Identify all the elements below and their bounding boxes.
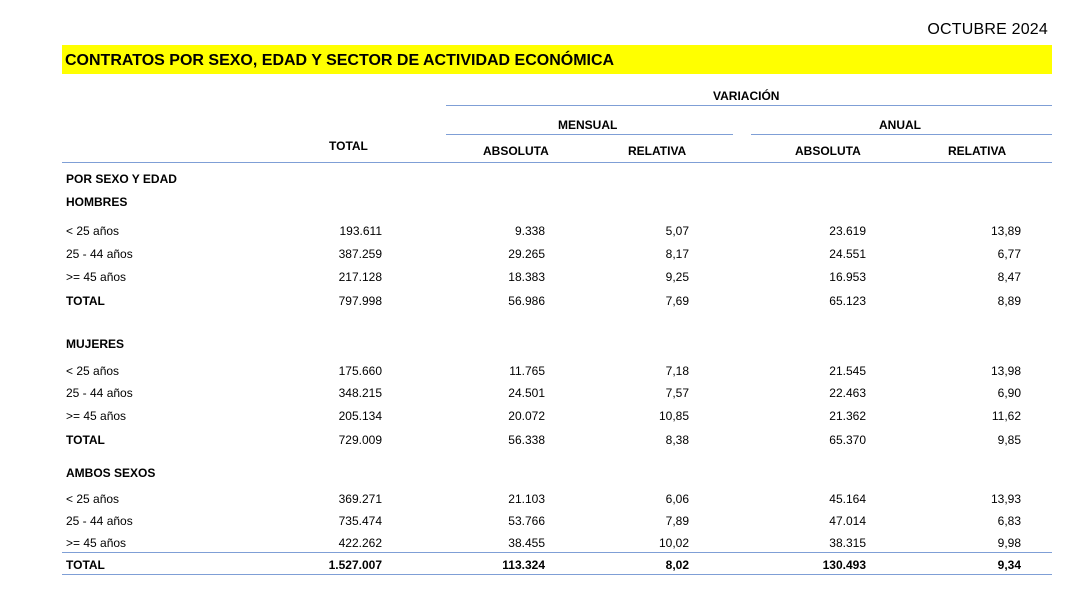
cell-mensual-relativa: 10,02 xyxy=(658,536,689,550)
header-total: TOTAL xyxy=(329,139,368,153)
cell-anual-relativa: 11,62 xyxy=(991,409,1021,423)
cell-anual-absoluta: 45.164 xyxy=(829,492,866,506)
header-anual-relativa: RELATIVA xyxy=(948,144,1007,158)
row-total-label: TOTAL xyxy=(66,433,105,447)
section-title: POR SEXO Y EDAD xyxy=(66,172,177,186)
row-label: < 25 años xyxy=(66,364,120,378)
cell-anual-relativa: 9,85 xyxy=(997,433,1021,447)
cell-anual-relativa: 8,47 xyxy=(997,270,1021,284)
rule-grand-total-bottom xyxy=(62,574,1052,575)
cell-total: 735.474 xyxy=(338,514,382,528)
cell-total: 387.259 xyxy=(338,247,382,261)
cell-total: 422.262 xyxy=(338,536,382,550)
cell-anual-relativa: 13,93 xyxy=(990,492,1021,506)
cell-mensual-absoluta: 18.383 xyxy=(508,270,545,284)
cell-total: 348.215 xyxy=(338,386,382,400)
group-title: AMBOS SEXOS xyxy=(66,466,156,480)
row-total-label: TOTAL xyxy=(66,294,105,308)
cell-total: 729.009 xyxy=(338,433,382,447)
cell-mensual-absoluta: 9.338 xyxy=(514,224,545,238)
cell-anual-relativa: 6,90 xyxy=(997,386,1021,400)
row-label: < 25 años xyxy=(66,224,120,238)
cell-mensual-relativa: 7,57 xyxy=(665,386,689,400)
row-total-label: TOTAL xyxy=(66,558,105,572)
header-mensual: MENSUAL xyxy=(558,118,618,132)
cell-anual-absoluta: 23.619 xyxy=(829,224,866,238)
cell-mensual-relativa: 8,17 xyxy=(665,247,689,261)
cell-anual-absoluta: 24.551 xyxy=(829,247,866,261)
cell-anual-relativa: 13,89 xyxy=(990,224,1021,238)
cell-mensual-absoluta: 38.455 xyxy=(508,536,545,550)
header-mensual-relativa: RELATIVA xyxy=(628,144,687,158)
rule-anual xyxy=(751,134,1052,135)
cell-mensual-absoluta: 24.501 xyxy=(508,386,545,400)
cell-mensual-absoluta: 29.265 xyxy=(508,247,545,261)
cell-anual-relativa: 6,83 xyxy=(997,514,1021,528)
cell-mensual-relativa: 7,69 xyxy=(665,294,689,308)
cell-mensual-absoluta: 53.766 xyxy=(508,514,545,528)
report-date: OCTUBRE 2024 xyxy=(927,21,1048,38)
cell-mensual-absoluta: 20.072 xyxy=(508,409,545,423)
cell-total: 1.527.007 xyxy=(328,558,382,572)
cell-mensual-absoluta: 56.338 xyxy=(508,433,545,447)
cell-total: 797.998 xyxy=(338,294,382,308)
cell-mensual-absoluta: 56.986 xyxy=(508,294,545,308)
cell-mensual-absoluta: 11.765 xyxy=(509,364,545,378)
group-title: MUJERES xyxy=(66,337,125,351)
cell-anual-absoluta: 47.014 xyxy=(829,514,866,528)
group-title: HOMBRES xyxy=(66,195,128,209)
cell-mensual-relativa: 7,89 xyxy=(665,514,689,528)
cell-mensual-absoluta: 113.324 xyxy=(502,558,545,572)
row-label: 25 - 44 años xyxy=(66,247,133,261)
header-anual-absoluta: ABSOLUTA xyxy=(795,144,861,158)
cell-mensual-relativa: 9,25 xyxy=(665,270,689,284)
cell-anual-absoluta: 21.545 xyxy=(829,364,866,378)
cell-anual-relativa: 9,34 xyxy=(997,558,1021,572)
cell-mensual-relativa: 7,18 xyxy=(665,364,689,378)
rule-variacion xyxy=(446,105,1052,106)
header-mensual-absoluta: ABSOLUTA xyxy=(483,144,549,158)
cell-anual-relativa: 9,98 xyxy=(997,536,1021,550)
report-title: CONTRATOS POR SEXO, EDAD Y SECTOR DE ACTIVIDAD ECONÓMICA xyxy=(62,45,1052,74)
cell-total: 205.134 xyxy=(338,409,382,423)
header-anual: ANUAL xyxy=(879,118,921,132)
cell-anual-absoluta: 21.362 xyxy=(829,409,866,423)
cell-total: 175.660 xyxy=(338,364,382,378)
rule-header-bottom xyxy=(62,162,1052,163)
cell-mensual-relativa: 8,38 xyxy=(665,433,689,447)
cell-anual-absoluta: 38.315 xyxy=(829,536,866,550)
cell-total: 217.128 xyxy=(338,270,382,284)
cell-mensual-relativa: 5,07 xyxy=(665,224,689,238)
rule-grand-total-top xyxy=(62,552,1052,553)
cell-anual-absoluta: 16.953 xyxy=(829,270,866,284)
cell-anual-absoluta: 22.463 xyxy=(829,386,866,400)
row-label: 25 - 44 años xyxy=(66,386,133,400)
cell-mensual-relativa: 8,02 xyxy=(665,558,689,572)
cell-anual-absoluta: 65.370 xyxy=(829,433,866,447)
row-label: >= 45 años xyxy=(66,409,127,423)
cell-total: 369.271 xyxy=(338,492,382,506)
cell-anual-relativa: 6,77 xyxy=(997,247,1021,261)
cell-anual-relativa: 13,98 xyxy=(990,364,1021,378)
row-label: >= 45 años xyxy=(66,536,127,550)
cell-total: 193.611 xyxy=(339,224,382,238)
header-variacion: VARIACIÓN xyxy=(713,89,780,103)
cell-mensual-relativa: 10,85 xyxy=(658,409,689,423)
row-label: < 25 años xyxy=(66,492,120,506)
row-label: 25 - 44 años xyxy=(66,514,133,528)
row-label: >= 45 años xyxy=(66,270,127,284)
cell-anual-relativa: 8,89 xyxy=(997,294,1021,308)
cell-anual-absoluta: 65.123 xyxy=(829,294,866,308)
cell-mensual-relativa: 6,06 xyxy=(665,492,689,506)
rule-mensual xyxy=(446,134,733,135)
cell-mensual-absoluta: 21.103 xyxy=(508,492,545,506)
cell-anual-absoluta: 130.493 xyxy=(822,558,866,572)
